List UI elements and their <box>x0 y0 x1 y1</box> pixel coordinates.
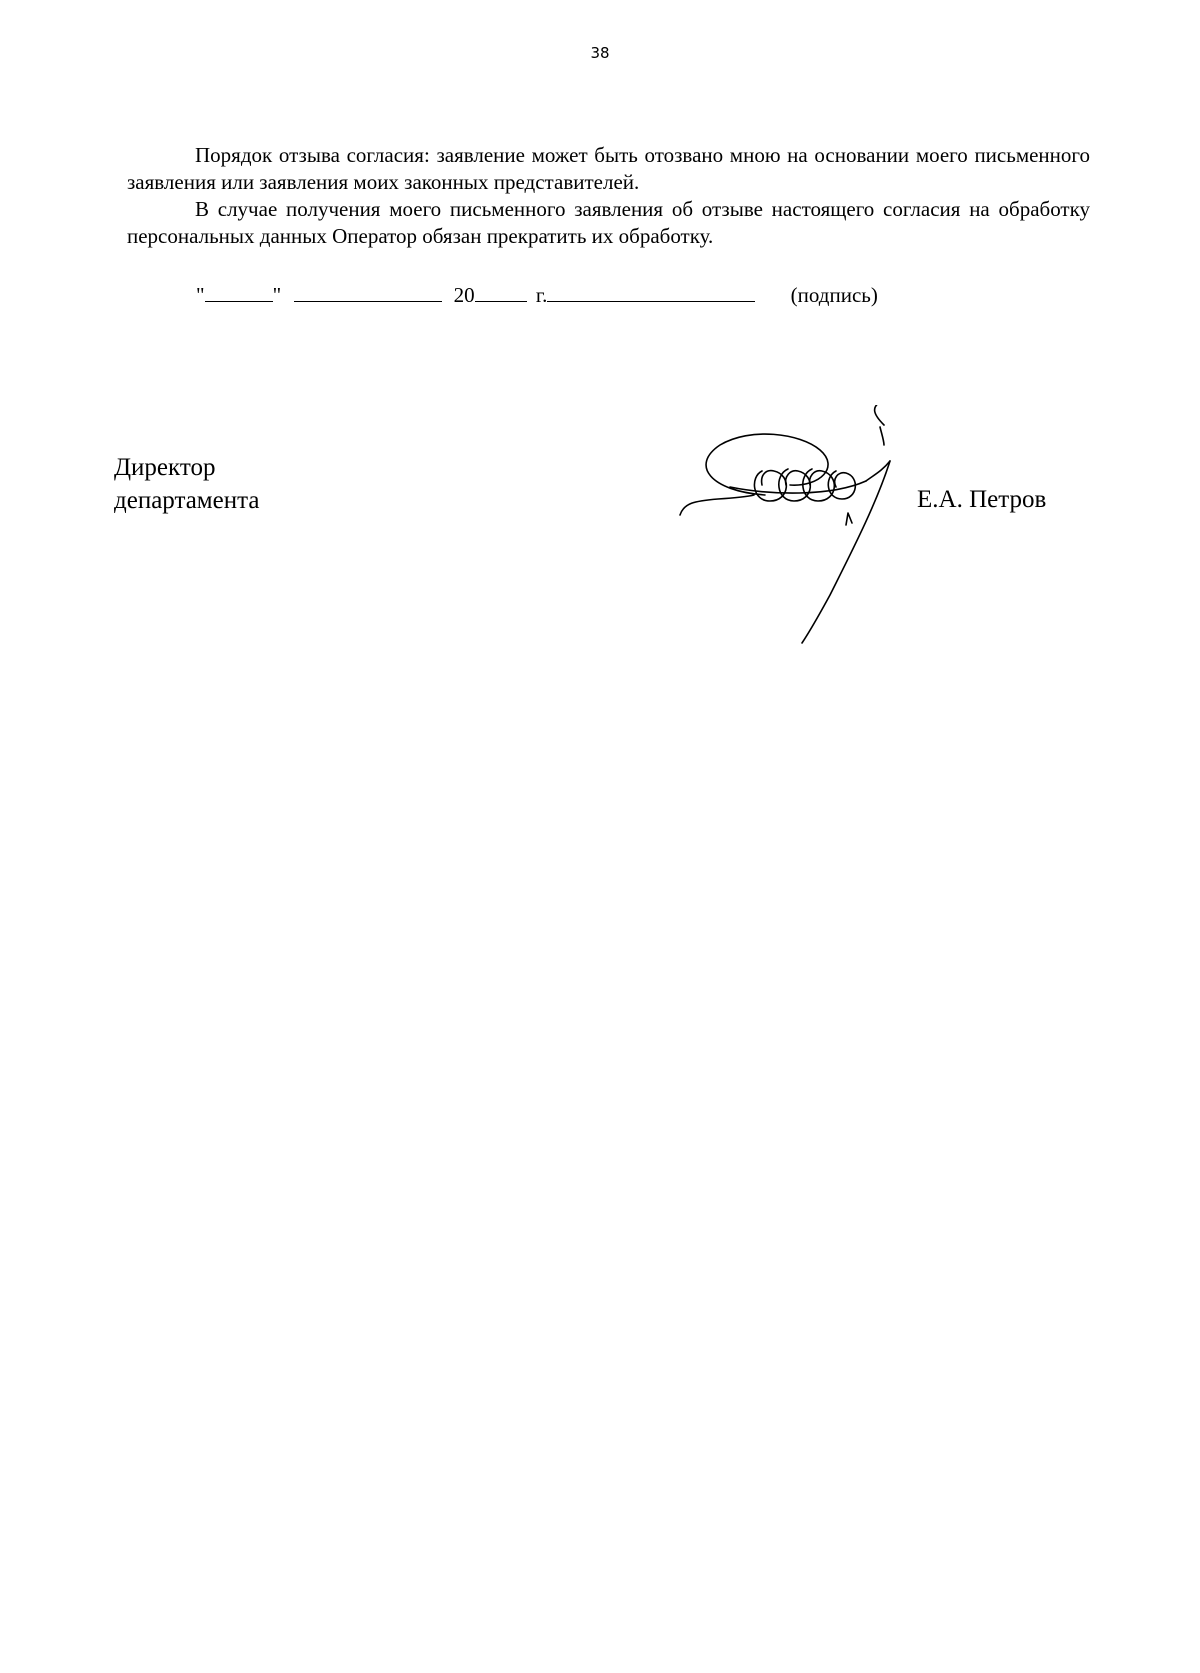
signatory-title <box>114 451 259 517</box>
handwritten-signature-icon <box>670 405 930 660</box>
paragraph-revocation-consequence: В случае получения моего письменного заявления об отзыве настоящего согласия на обработку персональных данных Оператор обязан прекратить их обработку. <box>127 197 1090 248</box>
page-number: 38 <box>590 44 610 62</box>
signatory-name: Е.А. Петров <box>917 486 1047 513</box>
signatory-title-line2: департамента <box>114 487 260 514</box>
year-prefix: 20 <box>453 283 475 307</box>
signature-caption: (подпись) <box>790 283 878 307</box>
close-quote: " <box>272 283 282 307</box>
month-blank <box>294 281 442 302</box>
year-blank <box>475 281 527 302</box>
year-suffix: г. <box>535 283 548 307</box>
signature-blank <box>547 281 755 302</box>
open-quote: " <box>196 283 205 307</box>
signatory-title-line1: Директор <box>114 454 216 481</box>
body-text <box>127 142 1090 250</box>
date-signature-line <box>196 281 878 309</box>
day-blank <box>205 281 273 302</box>
paragraph-revocation-procedure: Порядок отзыва согласия: заявление может быть отозвано мною на основании моего письменного заявления или заявления моих законных представителей. <box>127 143 1090 194</box>
